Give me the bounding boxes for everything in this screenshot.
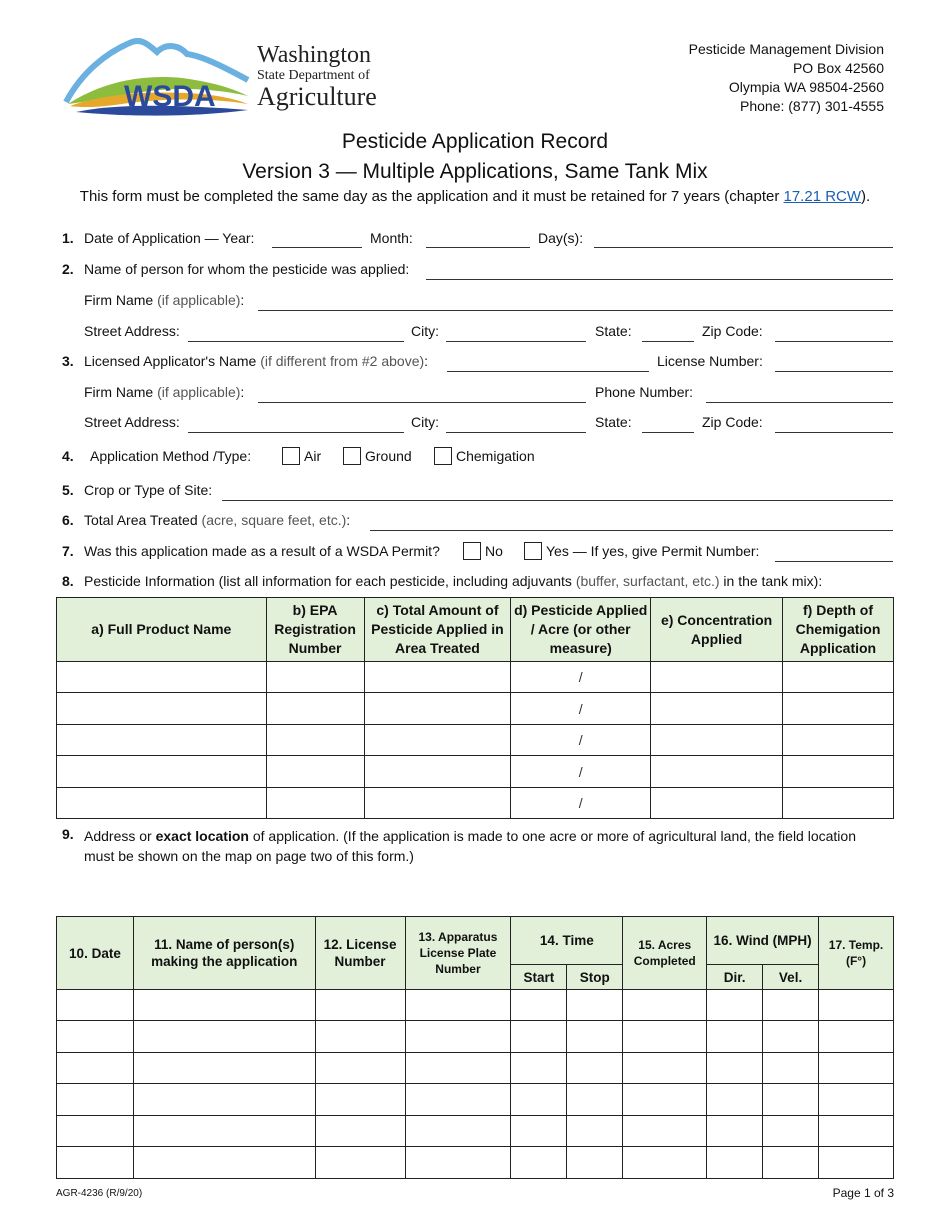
logo-text [257, 42, 377, 110]
q8-label [84, 573, 822, 589]
table-cell[interactable] [651, 756, 783, 788]
table-cell[interactable] [266, 725, 364, 756]
table-cell[interactable] [57, 725, 267, 756]
division-address [689, 40, 884, 116]
q3-zip-field[interactable] [775, 432, 893, 433]
q3-firm-label [84, 384, 244, 400]
q1-number: 1. [62, 230, 74, 246]
air-label: Air [304, 448, 322, 464]
col-time-stop: Stop [567, 965, 623, 990]
q4-label: Application Method /Type: [90, 448, 252, 464]
table-row [57, 1084, 894, 1116]
q3-firm-field[interactable] [258, 402, 586, 403]
table-cell[interactable] [707, 1147, 763, 1179]
table-cell[interactable] [315, 1084, 405, 1116]
table-cell[interactable] [783, 788, 894, 819]
wsda-logo [62, 32, 382, 118]
table-cell[interactable] [405, 1084, 511, 1116]
table-cell[interactable] [511, 1021, 567, 1053]
q8-hint: (buffer, surfactant, etc.) [575, 573, 720, 589]
permit-number-field[interactable] [775, 561, 893, 562]
table-row [57, 990, 894, 1021]
table-cell[interactable] [763, 1147, 819, 1179]
col-date: 10. Date [57, 917, 134, 990]
table-cell[interactable] [405, 990, 511, 1021]
col-epa-number: b) EPA Registration Number [266, 598, 364, 662]
q3-colon: : [424, 353, 429, 369]
q3-hint: (if different from #2 above) [260, 353, 425, 369]
q3-state-label: State: [595, 414, 632, 430]
table-cell[interactable] [763, 1116, 819, 1147]
table-cell[interactable] [819, 1053, 894, 1084]
table-cell[interactable] [57, 1053, 134, 1084]
month-field[interactable] [426, 247, 530, 248]
table-cell[interactable] [567, 1147, 623, 1179]
table-cell[interactable] [57, 1116, 134, 1147]
table-cell[interactable] [511, 990, 567, 1021]
table-cell[interactable] [567, 1116, 623, 1147]
q3-zip-label: Zip Code: [702, 414, 763, 430]
table-cell[interactable] [623, 1147, 707, 1179]
table-row [57, 756, 894, 788]
svg-text:WSDA: WSDA [124, 80, 216, 113]
table-cell[interactable] [266, 756, 364, 788]
q2-firm-hint: (if applicable) [157, 292, 241, 308]
table-cell[interactable] [133, 1084, 315, 1116]
q2-city-label: City: [411, 323, 439, 339]
q1-month-label: Month: [370, 230, 413, 246]
col-temperature: 17. Temp. (F°) [819, 917, 894, 990]
table-cell[interactable] [266, 693, 364, 725]
table-cell[interactable] [57, 756, 267, 788]
table-cell[interactable]: / [511, 788, 651, 819]
table-cell[interactable] [133, 1147, 315, 1179]
table-cell[interactable] [819, 1116, 894, 1147]
q9-text-end: of application. (If the application is made to one acre or more of agricultural land, the field location must be shown on the map on page two of this form.) [84, 828, 856, 864]
table-cell[interactable] [819, 990, 894, 1021]
q6-number: 6. [62, 512, 74, 528]
table-cell[interactable] [364, 756, 511, 788]
applicator-name-field[interactable] [447, 371, 649, 372]
q3-firm-hint: (if applicable) [157, 384, 241, 400]
table-cell[interactable]: / [511, 693, 651, 725]
q3-number: 3. [62, 353, 74, 369]
table-row [57, 1147, 894, 1179]
application-log-table [56, 916, 894, 1179]
q3-phone-field[interactable] [706, 402, 893, 403]
table-cell[interactable] [511, 1053, 567, 1084]
table-cell[interactable] [707, 1053, 763, 1084]
days-field[interactable] [594, 247, 893, 248]
table-cell[interactable] [405, 1116, 511, 1147]
col-person-name: 11. Name of person(s) making the application [133, 917, 315, 990]
q9-text: Address or [84, 828, 156, 844]
col-product-name: a) Full Product Name [57, 598, 267, 662]
table-cell[interactable] [783, 662, 894, 693]
table-cell[interactable] [567, 1053, 623, 1084]
col-time-start: Start [511, 965, 567, 990]
q3-firm-colon: : [240, 384, 245, 400]
q2-firm: Firm Name [84, 292, 154, 308]
logo-line1: Washington [257, 42, 372, 68]
q3-street-field[interactable] [188, 432, 404, 433]
table-cell[interactable] [651, 788, 783, 819]
license-number-field[interactable] [775, 371, 893, 372]
col-acres-completed: 15. Acres Completed [623, 917, 707, 990]
table-row [57, 1116, 894, 1147]
table-cell[interactable] [623, 1021, 707, 1053]
q3-state-field[interactable] [642, 432, 694, 433]
permit-no-label: No [485, 543, 503, 559]
q3-name: Licensed Applicator's Name [84, 353, 257, 369]
pesticide-table [56, 597, 894, 819]
q2-state-field[interactable] [642, 341, 694, 342]
q9-number: 9. [62, 826, 74, 842]
q2-firm-field[interactable] [258, 310, 893, 311]
table-cell[interactable] [133, 1116, 315, 1147]
table-cell[interactable] [623, 990, 707, 1021]
table-row [57, 1053, 894, 1084]
q2-number: 2. [62, 261, 74, 277]
col-wind-vel: Vel. [763, 965, 819, 990]
table-cell[interactable] [57, 693, 267, 725]
ground-checkbox[interactable] [343, 447, 361, 465]
q8-text-end: in the tank mix): [719, 573, 823, 589]
q7-label: Was this application made as a result of a WSDA Permit? [84, 543, 440, 559]
q1-year-label: Date of Application — Year: [84, 230, 255, 246]
table-cell[interactable] [133, 1053, 315, 1084]
q2-street-label: Street Address: [84, 323, 180, 339]
table-cell[interactable] [623, 1053, 707, 1084]
q4-number: 4. [62, 448, 74, 464]
table-cell[interactable]: / [511, 662, 651, 693]
table-row [57, 788, 894, 819]
q2-label: Name of person for whom the pesticide was applied: [84, 261, 410, 277]
table-cell[interactable] [315, 1116, 405, 1147]
form-id: AGR-4236 (R/9/20) [56, 1188, 143, 1199]
col-applied-per-acre: d) Pesticide Applied / Acre (or other measure) [511, 598, 651, 662]
logo-line3: Agriculture [257, 82, 377, 111]
table-cell[interactable] [405, 1021, 511, 1053]
table-cell[interactable] [819, 1021, 894, 1053]
table-cell[interactable] [567, 1084, 623, 1116]
page-title: Pesticide Application Record [341, 130, 609, 153]
table-cell[interactable] [623, 1084, 707, 1116]
q6-text: Total Area Treated [84, 512, 198, 528]
q3-firm: Firm Name [84, 384, 154, 400]
notice-end: ). [861, 188, 871, 205]
q9-label [84, 826, 889, 866]
col-concentration: e) Concentration Applied [651, 598, 783, 662]
table-cell[interactable]: / [511, 725, 651, 756]
q2-zip-field[interactable] [775, 341, 893, 342]
table-cell[interactable] [405, 1147, 511, 1179]
table-cell[interactable] [57, 662, 267, 693]
q2-firm-colon: : [240, 292, 245, 308]
ground-label: Ground [365, 448, 412, 464]
table-cell[interactable] [133, 990, 315, 1021]
table-cell[interactable] [364, 662, 511, 693]
q6-label [84, 512, 350, 528]
table-cell[interactable] [57, 788, 267, 819]
chemigation-checkbox[interactable] [434, 447, 452, 465]
q2-state-label: State: [595, 323, 632, 339]
table-cell[interactable] [623, 1116, 707, 1147]
table-cell[interactable]: / [511, 756, 651, 788]
table-cell[interactable] [364, 788, 511, 819]
table-cell[interactable] [266, 662, 364, 693]
table-cell[interactable] [511, 1147, 567, 1179]
q3-street-label: Street Address: [84, 414, 180, 430]
table-cell[interactable] [315, 1147, 405, 1179]
air-checkbox[interactable] [282, 447, 300, 465]
po-box: PO Box 42560 [792, 60, 884, 76]
table-cell[interactable] [819, 1147, 894, 1179]
q1-days-label: Day(s): [538, 230, 584, 246]
applied-for-name-field[interactable] [426, 279, 893, 280]
col-license-number: 12. License Number [315, 917, 405, 990]
permit-no-checkbox[interactable] [463, 542, 481, 560]
q5-label: Crop or Type of Site: [84, 482, 213, 498]
q9-bold: exact location [155, 828, 249, 844]
page-subtitle: Version 3 — Multiple Applications, Same Tank Mix [242, 160, 708, 183]
q2-zip-label: Zip Code: [702, 323, 763, 339]
table-cell[interactable] [651, 693, 783, 725]
city-line: Olympia WA 98504-2560 [728, 79, 884, 95]
table-cell[interactable] [57, 990, 134, 1021]
table-cell[interactable] [133, 1021, 315, 1053]
col-wind: 16. Wind (MPH) [707, 917, 819, 965]
q6-hint: (acre, square feet, etc.) [201, 512, 347, 528]
table-cell[interactable] [57, 1084, 134, 1116]
q2-city-field[interactable] [446, 341, 586, 342]
q2-street-field[interactable] [188, 341, 404, 342]
table-cell[interactable] [707, 1084, 763, 1116]
table-cell[interactable] [405, 1053, 511, 1084]
table-cell[interactable] [819, 1084, 894, 1116]
table-row [57, 693, 894, 725]
table-cell[interactable] [364, 725, 511, 756]
total-area-field[interactable] [370, 530, 893, 531]
permit-yes-label: Yes — If yes, give Permit Number: [546, 543, 760, 559]
table-cell[interactable] [763, 1084, 819, 1116]
q2-firm-label [84, 292, 244, 308]
table-cell[interactable] [651, 662, 783, 693]
table-cell[interactable] [707, 1116, 763, 1147]
table-cell[interactable] [315, 1053, 405, 1084]
rcw-link[interactable]: 17.21 RCW [783, 188, 862, 205]
table-row [57, 1021, 894, 1053]
q3-phone-label: Phone Number: [595, 384, 694, 400]
division-name: Pesticide Management Division [688, 41, 884, 57]
table-cell[interactable] [783, 693, 894, 725]
table-cell[interactable] [57, 1147, 134, 1179]
phone-line: Phone: (877) 301-4555 [740, 98, 884, 114]
col-license-plate: 13. Apparatus License Plate Number [405, 917, 511, 990]
table-cell[interactable] [315, 990, 405, 1021]
wsda-logo-mark [62, 32, 252, 118]
col-chemigation-depth: f) Depth of Chemigation Application [783, 598, 894, 662]
year-field[interactable] [272, 247, 362, 248]
table-cell[interactable] [266, 788, 364, 819]
table-cell[interactable] [567, 1021, 623, 1053]
table-cell[interactable] [707, 1021, 763, 1053]
page-number: Page 1 of 3 [832, 1186, 894, 1200]
table-cell[interactable] [763, 1053, 819, 1084]
table-cell[interactable] [783, 725, 894, 756]
q5-number: 5. [62, 482, 74, 498]
table-row [57, 662, 894, 693]
table-cell[interactable] [707, 990, 763, 1021]
q7-number: 7. [62, 543, 74, 559]
retention-notice [0, 188, 950, 205]
permit-yes-checkbox[interactable] [524, 542, 542, 560]
table-cell[interactable] [651, 725, 783, 756]
q6-colon: : [346, 512, 351, 528]
col-time: 14. Time [511, 917, 623, 965]
table-row [57, 725, 894, 756]
col-wind-dir: Dir. [707, 965, 763, 990]
table-cell[interactable] [511, 1084, 567, 1116]
table-cell[interactable] [783, 756, 894, 788]
q3-label [84, 353, 428, 369]
q8-text: Pesticide Information (list all information for each pesticide, including adjuvants [84, 573, 576, 589]
table-cell[interactable] [763, 990, 819, 1021]
chemigation-label: Chemigation [456, 448, 535, 464]
table-cell[interactable] [57, 1021, 134, 1053]
logo-line2: State Department of [257, 68, 370, 83]
table-cell[interactable] [364, 693, 511, 725]
q8-number: 8. [62, 573, 74, 589]
col-total-amount: c) Total Amount of Pesticide Applied in Area Treated [364, 598, 511, 662]
table-cell[interactable] [763, 1021, 819, 1053]
notice-text: This form must be completed the same day as the application and it must be retained for 7 years (chapter [79, 188, 784, 205]
q3-city-label: City: [411, 414, 439, 430]
table-cell[interactable] [511, 1116, 567, 1147]
table-cell[interactable] [315, 1021, 405, 1053]
q3-license-label: License Number: [657, 353, 763, 369]
q3-city-field[interactable] [446, 432, 586, 433]
crop-site-field[interactable] [222, 500, 893, 501]
table-cell[interactable] [567, 990, 623, 1021]
